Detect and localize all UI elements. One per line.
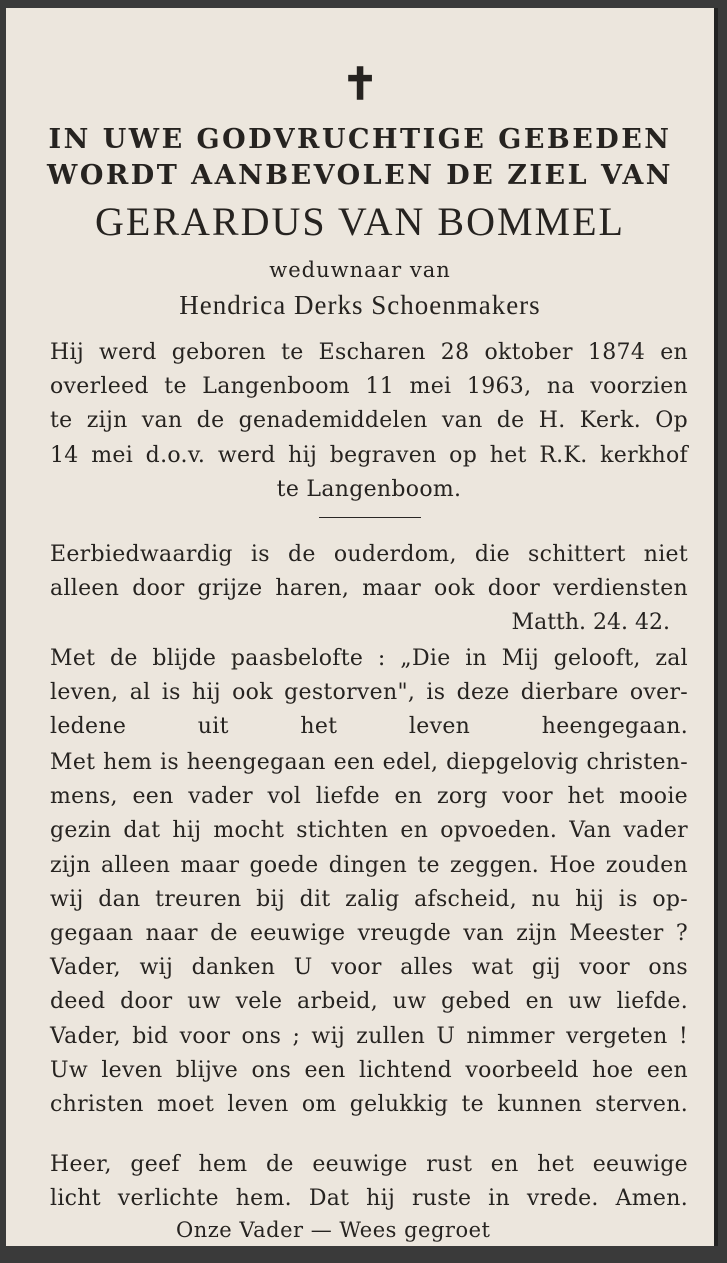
body-line: Met de blijde paasbelofte : „Die in Mij gelooft, zal: [50, 646, 688, 671]
prayer-card: [6, 8, 718, 1246]
bio-line: overleed te Langenboom 11 mei 1963, na voorzien: [50, 374, 688, 400]
bio-line: Hij werd geboren te Escharen 28 oktober 1874 en: [50, 340, 688, 365]
bio-line: 14 mei d.o.v. werd hij begraven op het R.K. kerkhof: [50, 442, 688, 468]
tribute-line: Met hem is heengegaan een edel, diepgelovig christen-: [50, 750, 688, 775]
easter-promise: [50, 642, 688, 745]
heading-line-1: IN UWE GODVRUCHTIGE GEBEDEN: [48, 124, 672, 155]
relation-text: weduwnaar van: [269, 258, 451, 282]
tribute-line: wij dan treuren bij dit zalig afscheid, nu hij is op-: [50, 886, 688, 912]
divider: [319, 517, 421, 518]
closing-prayers: Onze Vader — Wees gegroet: [176, 1218, 491, 1242]
prayer-line: Heer, geef hem de eeuwige rust en het eeuwige: [50, 1152, 688, 1177]
heading-line-2: WORDT AANBEVOLEN DE ZIEL VAN: [47, 160, 673, 191]
body-line: ledene uit het leven heengegaan.: [50, 714, 688, 740]
tribute-line: Vader, bid voor ons ; wij zullen U nimmer vergeten !: [50, 1023, 688, 1049]
prayer: [50, 1148, 688, 1216]
biography: [50, 336, 688, 507]
tribute-line: mens, een vader vol liefde en zorg voor het mooie: [50, 784, 688, 810]
quote-line: alleen door grijze haren, maar ook door verdiensten: [50, 576, 688, 602]
bio-line: te zijn van de genademiddelen van de H. Kerk. Op: [50, 408, 688, 434]
tribute-line: deed door uw vele arbeid, uw gebed en uw liefde.: [50, 989, 688, 1015]
spouse-name: Hendrica Derks Schoenmakers: [179, 290, 541, 320]
deceased-name: GERARDUS VAN BOMMEL: [95, 199, 625, 244]
quote-reference: Matth. 24. 42.: [511, 610, 670, 635]
tribute-line: gegaan naar de eeuwige vreugde van zijn Meester ?: [50, 921, 688, 947]
body-line: leven, al is hij ook gestorven", is deze dierbare over-: [50, 680, 688, 706]
quote-line: Eerbiedwaardig is de ouderdom, die schittert niet: [50, 542, 688, 567]
prayer-line: licht verlichte hem. Dat hij ruste in vrede. Amen.: [50, 1186, 688, 1212]
cross-icon: ✝: [341, 59, 379, 110]
tribute: [50, 746, 688, 1122]
tribute-line: gezin dat hij mocht stichten en opvoeden. Van vader: [50, 818, 688, 844]
bio-line: te Langenboom.: [276, 476, 462, 502]
tribute-line: Uw leven blijve ons een lichtend voorbeeld hoe een: [50, 1057, 688, 1083]
tribute-line: Vader, wij danken U voor alles wat gij voor ons: [50, 955, 688, 981]
tribute-line: zijn alleen maar goede dingen te zeggen. Hoe zouden: [50, 852, 688, 878]
tribute-line: christen moet leven om gelukkig te kunnen sterven.: [50, 1092, 688, 1118]
quote: [50, 538, 688, 606]
